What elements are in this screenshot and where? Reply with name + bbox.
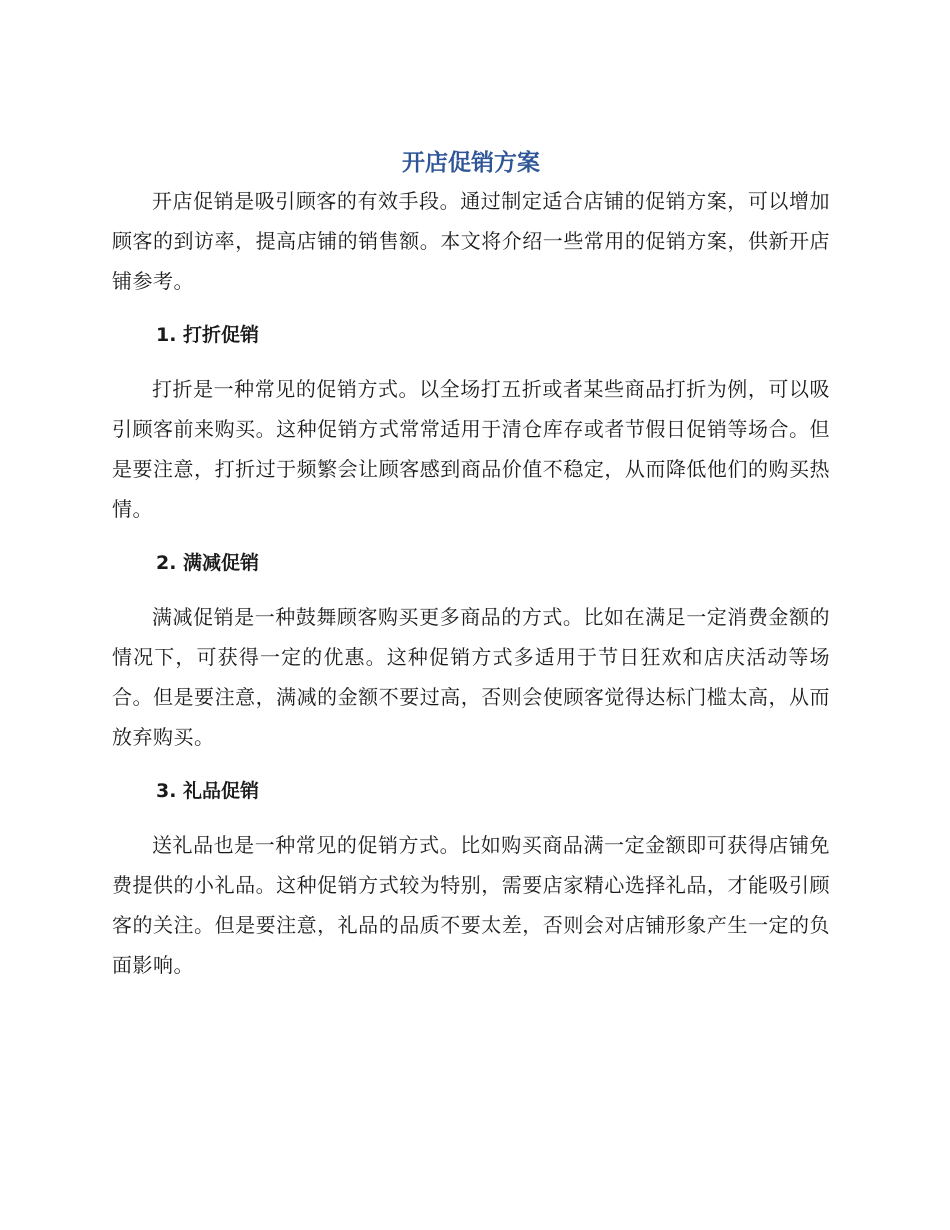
intro-paragraph: 开店促销是吸引顾客的有效手段。通过制定适合店铺的促销方案，可以增加顾客的到访率，提高店铺的销售额。本文将介绍一些常用的促销方案，供新开店铺参考。 xyxy=(112,189,830,293)
section-heading-gift: 3. 礼品促销 xyxy=(156,780,260,802)
section-heading-spend-reduction: 2. 满减促销 xyxy=(156,552,260,574)
document-title: 开店促销方案 xyxy=(402,150,540,176)
section-body-discount: 打折是一种常见的促销方式。以全场打五折或者某些商品打折为例，可以吸引顾客前来购买。这种促销方式常常适用于清仓库存或者节假日促销等场合。但是要注意，打折过于频繁会让顾客感到商品价值不稳定，从而降低他们的购买热情。 xyxy=(112,377,830,521)
section-body-spend-reduction: 满减促销是一种鼓舞顾客购买更多商品的方式。比如在满足一定消费金额的情况下，可获得一定的优惠。这种促销方式多适用于节日狂欢和店庆活动等场合。但是要注意，满减的金额不要过高，否则会使顾客觉得达标门槛太高，从而放弃购买。 xyxy=(112,605,830,749)
section-heading-discount: 1. 打折促销 xyxy=(156,324,260,346)
document-page xyxy=(112,146,830,985)
section-body-gift: 送礼品也是一种常见的促销方式。比如购买商品满一定金额即可获得店铺免费提供的小礼品。这种促销方式较为特别，需要店家精心选择礼品，才能吸引顾客的关注。但是要注意，礼品的品质不要太差，否则会对店铺形象产生一定的负面影响。 xyxy=(112,833,830,977)
